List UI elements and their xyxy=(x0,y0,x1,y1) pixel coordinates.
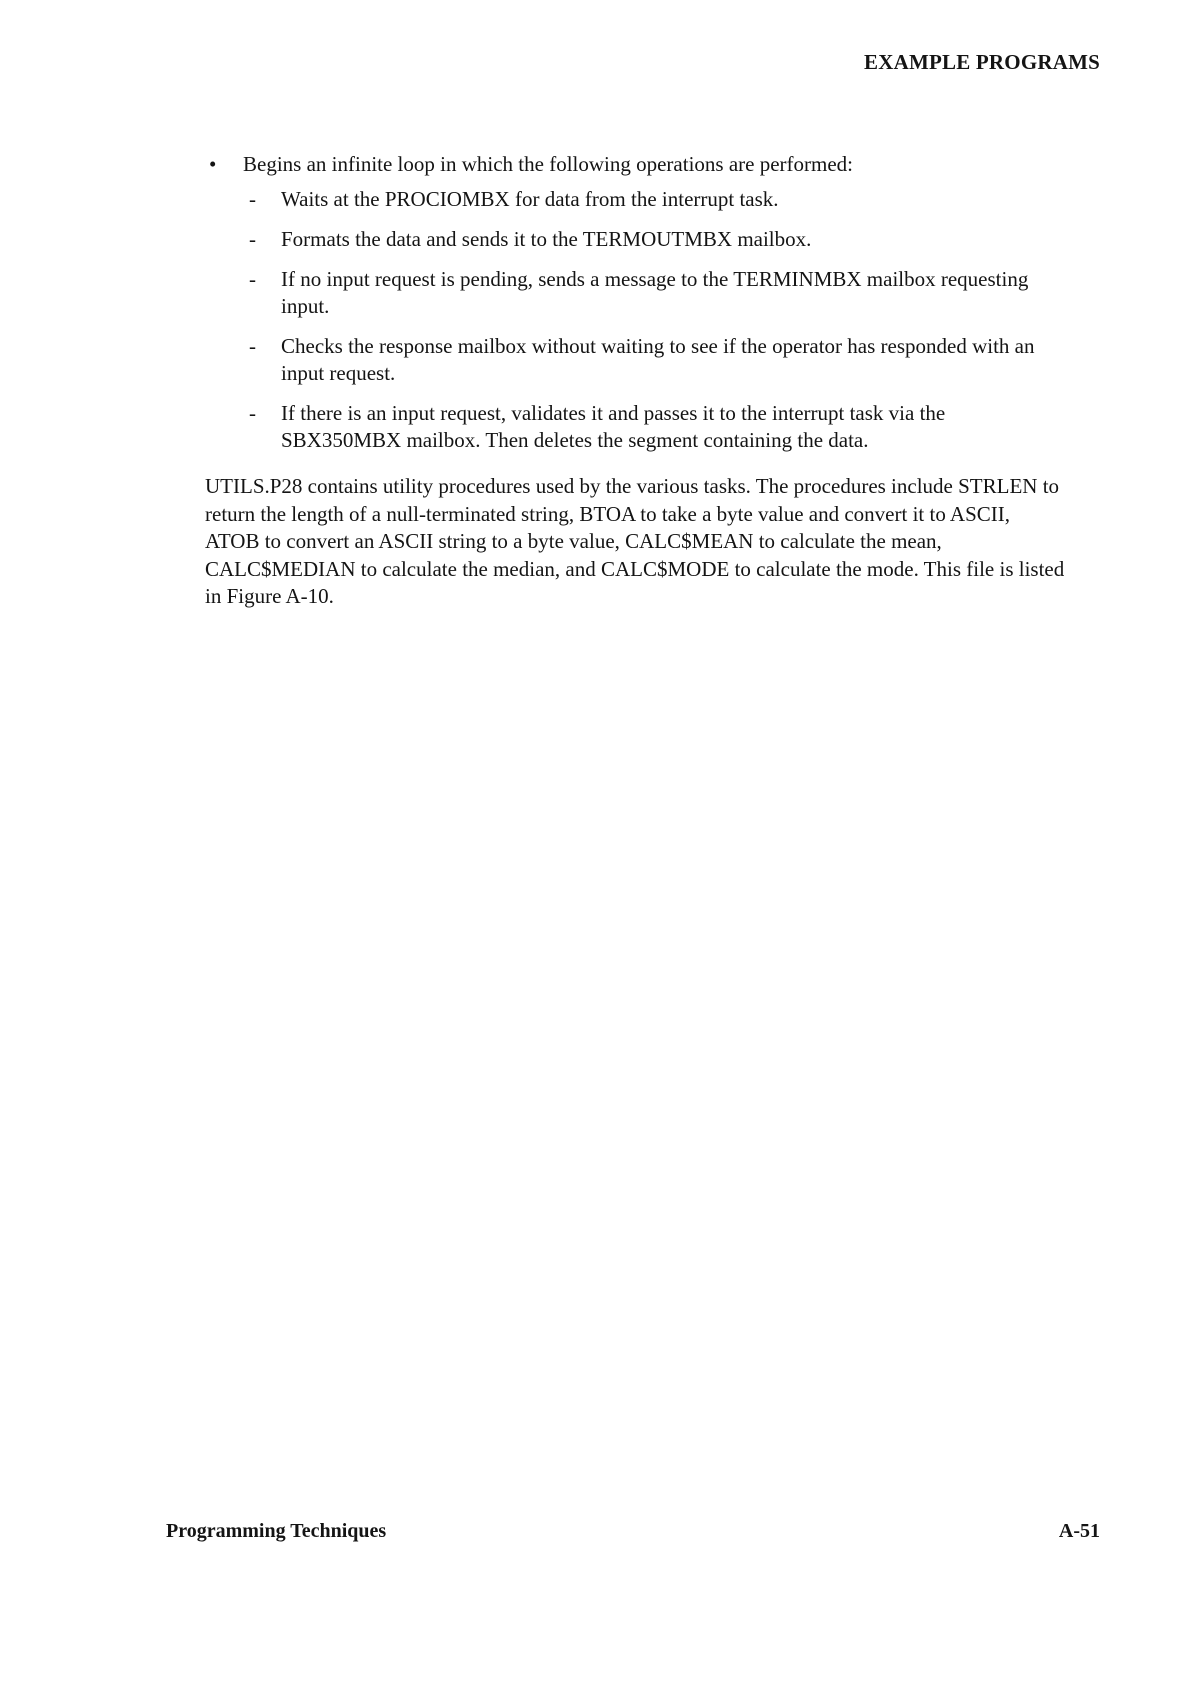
dash-marker: - xyxy=(249,187,256,211)
footer-book-title: Programming Techniques xyxy=(166,1520,387,1542)
sub-list xyxy=(243,186,1060,454)
list-item xyxy=(243,266,1060,320)
running-header: EXAMPLE PROGRAMS xyxy=(864,50,1100,74)
list-item-text: If there is an input request, validates it and passes it to the interrupt task via the SBX350MBX mailbox. Then deletes the segment containing the data. xyxy=(281,401,946,452)
list-item xyxy=(243,226,1060,253)
list-item xyxy=(243,186,1060,213)
list-item-text: Waits at the PROCIOMBX for data from the interrupt task. xyxy=(281,187,779,211)
bullet-item xyxy=(205,150,1060,178)
dash-marker: - xyxy=(249,227,256,251)
list-item xyxy=(243,400,1060,454)
dash-marker: - xyxy=(249,401,256,425)
dash-marker: - xyxy=(249,267,256,291)
list-item-text: Formats the data and sends it to the TERMOUTMBX mailbox. xyxy=(281,227,812,251)
footer-page-number: A-51 xyxy=(1058,1520,1100,1542)
list-item-text: Checks the response mailbox without waiting to see if the operator has responded with an input request. xyxy=(281,334,1035,385)
bullet-text: Begins an infinite loop in which the following operations are performed: xyxy=(243,152,854,176)
list-item xyxy=(243,333,1060,387)
body-paragraph: UTILS.P28 contains utility procedures used by the various tasks. The procedures include STRLEN to return the length of a null-terminated string, BTOA to take a byte value and convert it to ASCII, ATOB to convert an ASCII string to a byte value, CALC$MEAN to calculate the mean, CALC$MEDIAN to calculate the median, and CALC$MODE to calculate the mode. This file is listed in Figure A-10. xyxy=(205,474,1065,608)
list-item-text: If no input request is pending, sends a message to the TERMINMBX mailbox requesting input. xyxy=(281,267,1029,318)
bullet-marker: • xyxy=(209,152,217,176)
dash-marker: - xyxy=(249,334,256,358)
page-body xyxy=(205,150,1065,632)
